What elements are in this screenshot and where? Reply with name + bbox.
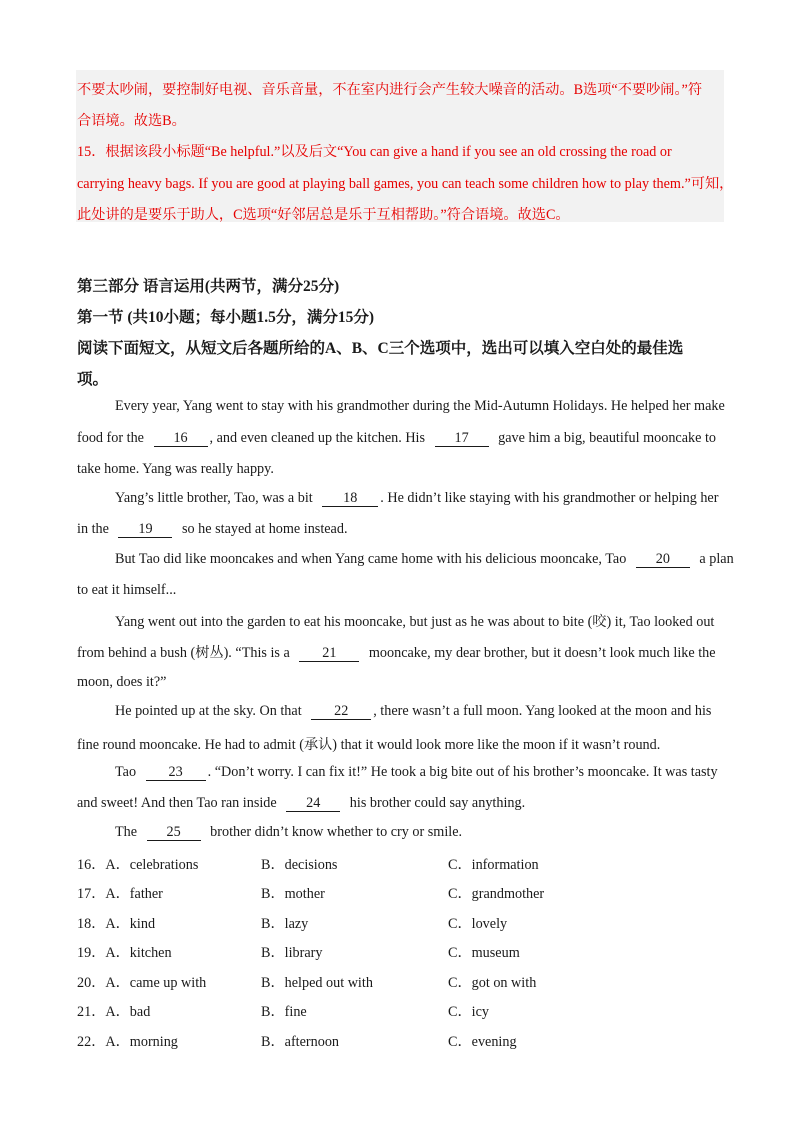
option-18-a: 18．A．kind [77,916,156,932]
blank-17: 17 [435,431,489,447]
answer-line-3: 15．根据该段小标题“Be helpful.”以及后文“You can give a hand if you see an old crossing the road or [77,144,672,160]
blank-21: 21 [299,646,359,662]
option-19-a: 19．A．kitchen [77,945,172,961]
passage-line: The 25 brother didn’t know whether to cry or smile. [115,824,463,840]
blank-20: 20 [636,552,690,568]
blank-22: 22 [311,704,371,720]
passage-line: But Tao did like mooncakes and when Yang came home with his delicious mooncake, Tao 20 a plan [115,551,734,567]
blank-23: 23 [146,765,206,781]
passage-line: and sweet! And then Tao ran inside 24 his brother could say anything. [77,795,526,811]
option-22-a: 22．A．morning [77,1034,178,1050]
passage-line: from behind a bush (树丛). “This is a 21 mooncake, my dear brother, but it doesn’t look much like the [77,645,716,661]
option-16-b: B．decisions [261,857,338,873]
blank-18: 18 [322,491,378,507]
option-17-b: B．mother [261,886,325,902]
option-19-b: B．library [261,945,323,961]
part-heading: 第三部分 语言运用(共两节，满分25分) [77,278,340,295]
option-17-a: 17．A．father [77,886,163,902]
option-21-c: C．icy [448,1004,489,1020]
blank-19: 19 [118,522,172,538]
passage-line: Yang went out into the garden to eat his mooncake, but just as he was about to bite (咬) it, Tao looked out [115,614,715,630]
option-20-a: 20．A．came up with [77,975,207,991]
answer-line-1: 不要太吵闹，要控制好电视、音乐音量，不在室内进行会产生较大噪音的活动。B选项“不要吵闹。”符 [77,82,703,98]
passage-line: food for the 16 , and even cleaned up the kitchen. His 17 gave him a big, beautiful mooncake to [77,430,716,446]
passage-line: He pointed up at the sky. On that 22 , there wasn’t a full moon. Yang looked at the moon and his [115,703,712,719]
option-16-a: 16．A．celebrations [77,857,199,873]
option-16-c: C．information [448,857,539,873]
option-22-b: B．afternoon [261,1034,340,1050]
passage-line: moon, does it?” [77,674,167,690]
blank-25: 25 [147,825,201,841]
passage-line: fine round mooncake. He had to admit (承认) that it would look more like the moon if it wasn’t round. [77,737,661,753]
passage-line: Yang’s little brother, Tao, was a bit 18 . He didn’t like staying with his grandmother or helping her [115,490,719,506]
option-21-a: 21．A．bad [77,1004,151,1020]
option-21-b: B．fine [261,1004,307,1020]
section-heading: 第一节 (共10小题；每小题1.5分，满分15分) [77,309,375,326]
option-20-c: C．got on with [448,975,537,991]
passage-line: Every year, Yang went to stay with his grandmother during the Mid-Autumn Holidays. He helped her make [115,398,725,414]
instruction-line-1: 阅读下面短文，从短文后各题所给的A、B、C三个选项中，选出可以填入空白处的最佳选 [77,340,684,357]
answer-line-5: 此处讲的是要乐于助人，C选项“好邻居总是乐于互相帮助。”符合语境。故选C。 [77,207,570,223]
answer-line-2: 合语境。故选B。 [77,113,186,129]
option-19-c: C．museum [448,945,520,961]
passage-line: in the 19 so he stayed at home instead. [77,521,348,537]
blank-24: 24 [286,796,340,812]
passage-line: take home. Yang was really happy. [77,461,274,477]
instruction-line-2: 项。 [77,371,109,388]
option-18-b: B．lazy [261,916,309,932]
blank-16: 16 [154,431,208,447]
option-20-b: B．helped out with [261,975,373,991]
option-17-c: C．grandmother [448,886,545,902]
passage-line: to eat it himself... [77,582,177,598]
option-22-c: C．evening [448,1034,517,1050]
option-18-c: C．lovely [448,916,508,932]
passage-line: Tao 23 . “Don’t worry. I can fix it!” He took a big bite out of his brother’s mooncake. It was tasty [115,764,718,780]
answer-line-4: carrying heavy bags. If you are good at playing ball games, you can teach some children how to play them.”可知， [77,176,734,192]
